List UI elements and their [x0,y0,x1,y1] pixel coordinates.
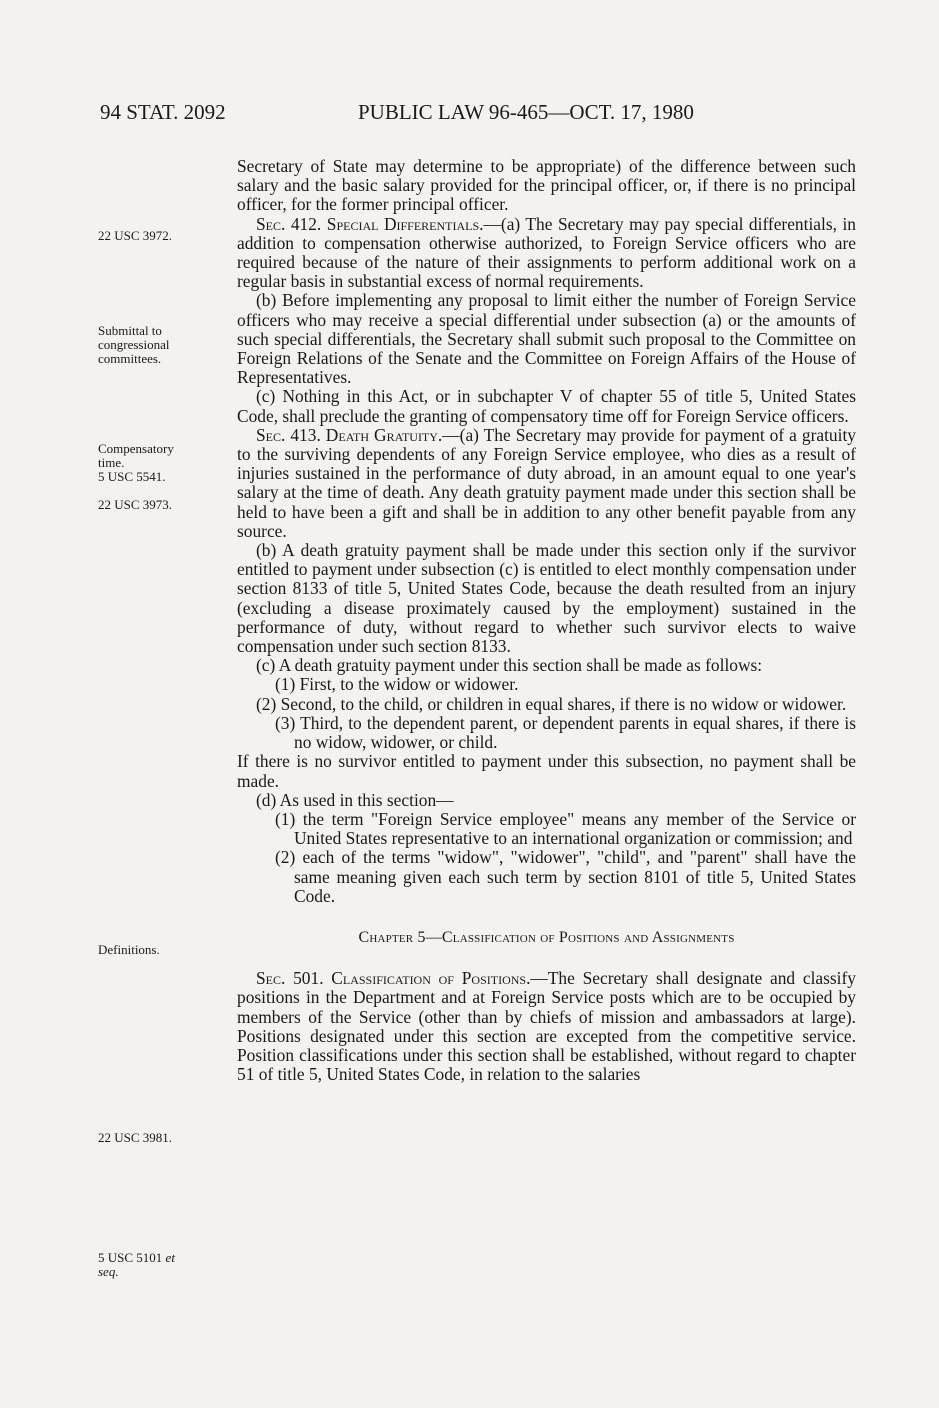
paragraph-text: —(a) The Secretary may pay special differentials, in addition to compensation otherwise authorized, to Foreign Service officers who are required because of the nature of their assignments to perform additional work on a regular basis in substantial excess of normal requirements. [237,213,856,292]
section-heading: Sec. 413. Death Gratuity. [256,424,443,445]
paragraph: Secretary of State may determine to be appropriate) of the difference between such salary and the basic salary provided for the principal officer, or, if there is no principal officer, for the former principal officer. [237,156,856,215]
section-412-a [237,215,856,292]
list-item: (1) First, to the widow or widower. [275,674,519,695]
margin-note-line: congressional [98,337,170,352]
margin-note-citation: 22 USC 3981. [98,1130,173,1145]
page-header-law: PUBLIC LAW 96-465—OCT. 17, 1980 [358,100,694,124]
section-heading: Sec. 501. Classification of Positions. [256,968,531,989]
list-item: (1) the term "Foreign Service employee" means any member of the Service or United States representative to an international organization or commission; and [275,808,856,849]
list-item: (2) each of the terms "widow", "widower", "child", and "parent" shall have the same meaning given each such term by section 8101 of title 5, United States Code. [275,847,856,906]
margin-note-line: 5 USC 5541. [98,469,166,484]
paragraph-text: —(a) The Secretary may provide for payment of a gratuity to the surviving dependents of any Foreign Service employee, who dies as a result of injuries sustained in the performance of duty abroad, in an amount equal to one year's salary at the time of death. Any death gratuity payment made under this section shall be held to have been a gift and shall be in addition to any other benefit payable from any source. [237,424,856,541]
margin-note-line: time. [98,455,125,470]
margin-note-line: committees. [98,351,162,366]
margin-note-submittal [98,324,223,366]
margin-note-compensatory [98,442,223,484]
section-412-b: (b) Before implementing any proposal to limit either the number of Foreign Service officers who may receive a special differential under subsection (a) or the amounts of such special differentials, the Secretary shall submit such proposal to the Committee on Foreign Relations of the Senate and the Committee on Foreign Affairs of the House of Representatives. [237,290,856,388]
section-heading: Sec. 412. Special Differentials. [256,213,484,234]
margin-note-text: 5 USC 5101 [98,1250,163,1265]
margin-note-line: Submittal to [98,323,162,338]
margin-note-citation: 22 USC 3972. [98,228,173,243]
list-item: (3) Third, to the dependent parent, or dependent parents in equal shares, if there is no widow, widower, or child. [275,712,856,753]
margin-note-citation: 22 USC 3973. [98,497,173,512]
paragraph: If there is no survivor entitled to payment under this subsection, no payment shall be made. [237,751,856,791]
page-header-stat: 94 STAT. 2092 [100,100,226,124]
margin-note-text: et [165,1250,175,1265]
section-413-d: (d) As used in this section— [256,789,454,810]
list-item: (2) Second, to the child, or children in equal shares, if there is no widow or widower. [256,693,847,714]
margin-note-text: seq. [98,1264,119,1279]
margin-note-citation [98,1251,223,1279]
body-text [237,157,856,1084]
section-501 [237,969,856,1084]
section-413-a [237,426,856,541]
section-413-b: (b) A death gratuity payment shall be made under this section only if the survivor entitled to payment under subsection (c) is entitled to elect monthly compensation under section 8133 of title 5, United States Code, because the death resulted from an injury (excluding a disease proximately caused by the employment) sustained in the performance of duty, without regard to whether such survivor elects to waive compensation under such section 8133. [237,540,856,657]
margin-note-definitions: Definitions. [98,942,160,957]
margin-note-line: Compensatory [98,441,174,456]
section-413-c: (c) A death gratuity payment under this section shall be made as follows: [256,655,763,676]
paragraph-text: —The Secretary shall designate and classify positions in the Department and at Foreign Service posts which are to be occupied by members of the Service (other than by chiefs of mission and ambassadors at large). Positions designated under this section are excepted from the competitive service. Position classifications under this section shall be established, without regard to chapter 51 of title 5, United States Code, in relation to the salaries [237,968,857,1085]
section-412-c: (c) Nothing in this Act, or in subchapter V of chapter 55 of title 5, United States Code, shall preclude the granting of compensatory time off for Foreign Service officers. [237,386,856,426]
chapter-heading: Chapter 5—Classification of Positions and Assignments [358,928,735,946]
